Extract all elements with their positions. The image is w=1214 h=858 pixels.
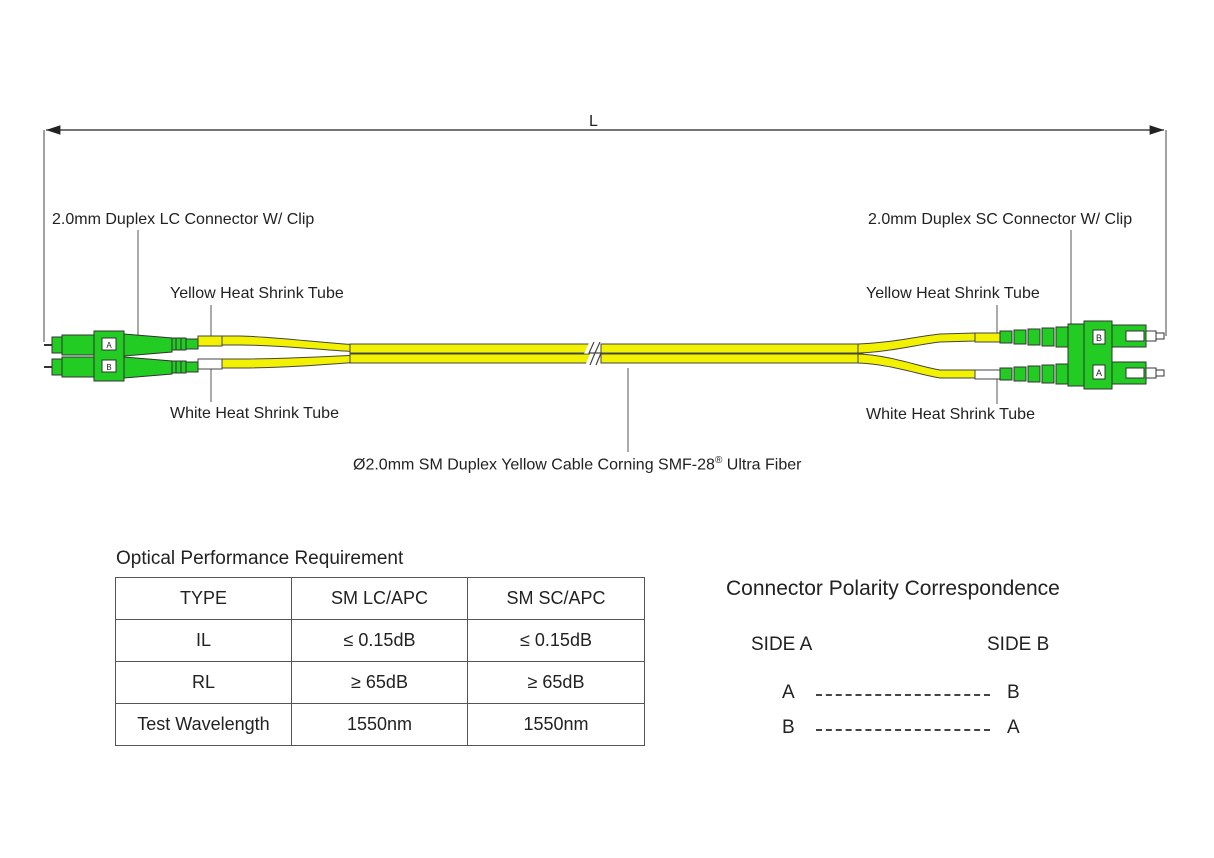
polarity-pair-2-to: A (1007, 717, 1020, 738)
table-row (116, 704, 645, 746)
length-label: L (589, 113, 598, 130)
polarity-pair-1-to: B (1007, 682, 1020, 703)
column-header-sc: SM SC/APC (468, 578, 645, 620)
length-dimension (44, 130, 1166, 342)
polarity-pair-1-from: A (782, 682, 795, 703)
side-b-label: SIDE B (987, 634, 1050, 655)
table-cell: ≤ 0.15dB (292, 620, 468, 662)
left-heat-shrink-tubes (198, 336, 222, 369)
white-tube-label-left: White Heat Shrink Tube (170, 405, 339, 422)
polarity-pair-2-line (816, 729, 990, 731)
registered-mark: ® (714, 455, 723, 466)
polarity-title: Connector Polarity Correspondence (726, 577, 1060, 600)
sc-body-label-a: A (1095, 368, 1103, 378)
column-header-type: TYPE (116, 578, 292, 620)
lc-latch-label-b: B (106, 363, 112, 372)
table-cell: ≥ 65dB (292, 662, 468, 704)
row-label-wavelength: Test Wavelength (116, 704, 292, 746)
table-cell: ≥ 65dB (468, 662, 645, 704)
table-row (116, 620, 645, 662)
polarity-pair-2-from: B (782, 717, 795, 738)
cable-spec-label (353, 455, 801, 474)
cable-spec-text: Ø2.0mm SM Duplex Yellow Cable Corning SMF-28 (353, 456, 715, 474)
table-cell: 1550nm (292, 704, 468, 746)
sc-body-label-b: B (1095, 333, 1103, 343)
yellow-tube-label-right: Yellow Heat Shrink Tube (866, 285, 1040, 302)
lc-duplex-connector (44, 331, 198, 381)
sc-duplex-connector (1000, 321, 1164, 389)
lc-connector-label: 2.0mm Duplex LC Connector W/ Clip (52, 211, 315, 228)
right-heat-shrink-tubes (975, 333, 1000, 379)
table-cell: 1550nm (468, 704, 645, 746)
performance-table (115, 577, 645, 746)
yellow-tube-label-left: Yellow Heat Shrink Tube (170, 285, 344, 302)
table-row (116, 662, 645, 704)
side-a-label: SIDE A (751, 634, 813, 655)
performance-title: Optical Performance Requirement (116, 548, 404, 569)
sc-connector-label: 2.0mm Duplex SC Connector W/ Clip (868, 211, 1133, 228)
cable-spec-suffix: Ultra Fiber (722, 456, 802, 474)
table-header-row (116, 578, 645, 620)
polarity-pair-1-line (816, 694, 990, 696)
row-label-rl: RL (116, 662, 292, 704)
lc-latch-label-a: A (106, 341, 112, 350)
row-label-il: IL (116, 620, 292, 662)
white-tube-label-right: White Heat Shrink Tube (866, 406, 1035, 423)
column-header-lc: SM LC/APC (292, 578, 468, 620)
table-cell: ≤ 0.15dB (468, 620, 645, 662)
